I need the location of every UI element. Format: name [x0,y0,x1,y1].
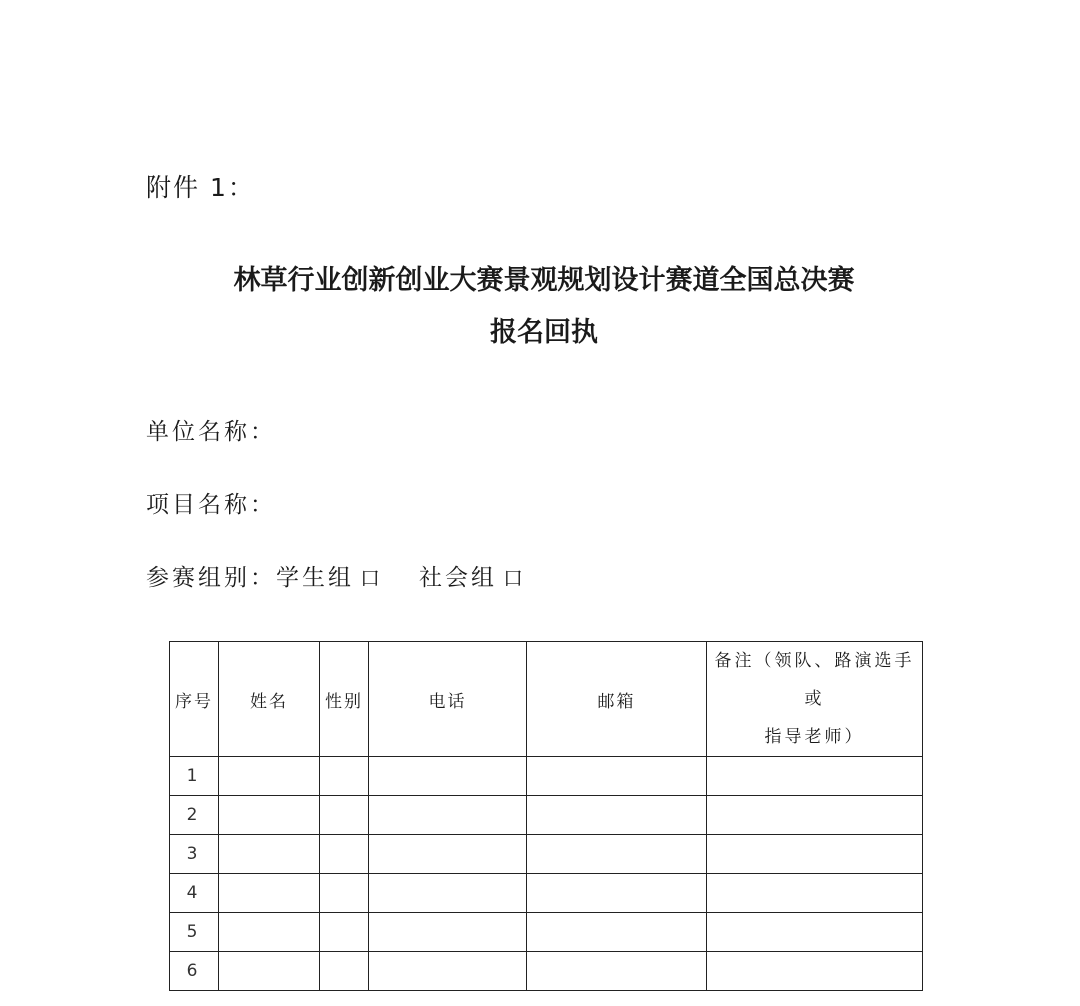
gender-cell[interactable] [320,913,369,952]
header-remark [707,642,923,757]
student-group-checkbox[interactable]: 口 [360,566,383,590]
email-cell[interactable] [527,952,707,991]
project-name-label: 项目名称： [146,492,276,518]
phone-cell[interactable] [369,952,527,991]
gender-cell[interactable] [320,952,369,991]
name-cell[interactable] [219,757,320,796]
gender-cell[interactable] [320,835,369,874]
group-option-society-label: 社会组 [419,565,497,591]
email-cell[interactable] [527,796,707,835]
table-row [170,796,923,835]
name-cell[interactable] [219,796,320,835]
group-option-student-label: 学生组 [276,565,354,591]
society-group-checkbox[interactable]: 口 [503,566,526,590]
registration-table [169,641,923,991]
remark-cell[interactable] [707,835,923,874]
header-remark-line1: 备注（领队、路演选手或 [714,651,915,709]
phone-cell[interactable] [369,913,527,952]
unit-name-label: 单位名称： [146,419,276,445]
header-gender: 性别 [320,642,369,757]
header-remark-line2: 指导老师） [764,727,865,747]
row-number: 3 [170,835,219,874]
gender-cell[interactable] [320,757,369,796]
group-label: 参赛组别： [146,565,276,591]
table-row [170,835,923,874]
email-cell[interactable] [527,835,707,874]
name-cell[interactable] [219,952,320,991]
table-row [170,874,923,913]
gender-cell[interactable] [320,796,369,835]
table-row [170,952,923,991]
group-option-society[interactable] [419,565,526,591]
header-email: 邮箱 [527,642,707,757]
table-row [170,757,923,796]
document-subtitle: 报名回执 [490,317,598,348]
remark-cell[interactable] [707,874,923,913]
group-option-student[interactable] [276,565,383,591]
phone-cell[interactable] [369,796,527,835]
row-number: 2 [170,796,219,835]
row-number: 6 [170,952,219,991]
remark-cell[interactable] [707,796,923,835]
table-row [170,913,923,952]
unit-name-field[interactable] [146,413,276,446]
document-title: 林草行业创新创业大赛景观规划设计赛道全国总决赛 [233,265,855,296]
table-header-row [170,642,923,757]
project-name-field[interactable] [146,486,276,519]
row-number: 5 [170,913,219,952]
header-no: 序号 [170,642,219,757]
email-cell[interactable] [527,874,707,913]
row-number: 4 [170,874,219,913]
remark-cell[interactable] [707,757,923,796]
name-cell[interactable] [219,835,320,874]
phone-cell[interactable] [369,835,527,874]
row-number: 1 [170,757,219,796]
name-cell[interactable] [219,874,320,913]
remark-cell[interactable] [707,952,923,991]
name-cell[interactable] [219,913,320,952]
header-phone: 电话 [369,642,527,757]
email-cell[interactable] [527,757,707,796]
remark-cell[interactable] [707,913,923,952]
attachment-label: 附件 1： [146,173,255,202]
phone-cell[interactable] [369,874,527,913]
gender-cell[interactable] [320,874,369,913]
email-cell[interactable] [527,913,707,952]
group-field [146,559,526,592]
phone-cell[interactable] [369,757,527,796]
header-name: 姓名 [219,642,320,757]
